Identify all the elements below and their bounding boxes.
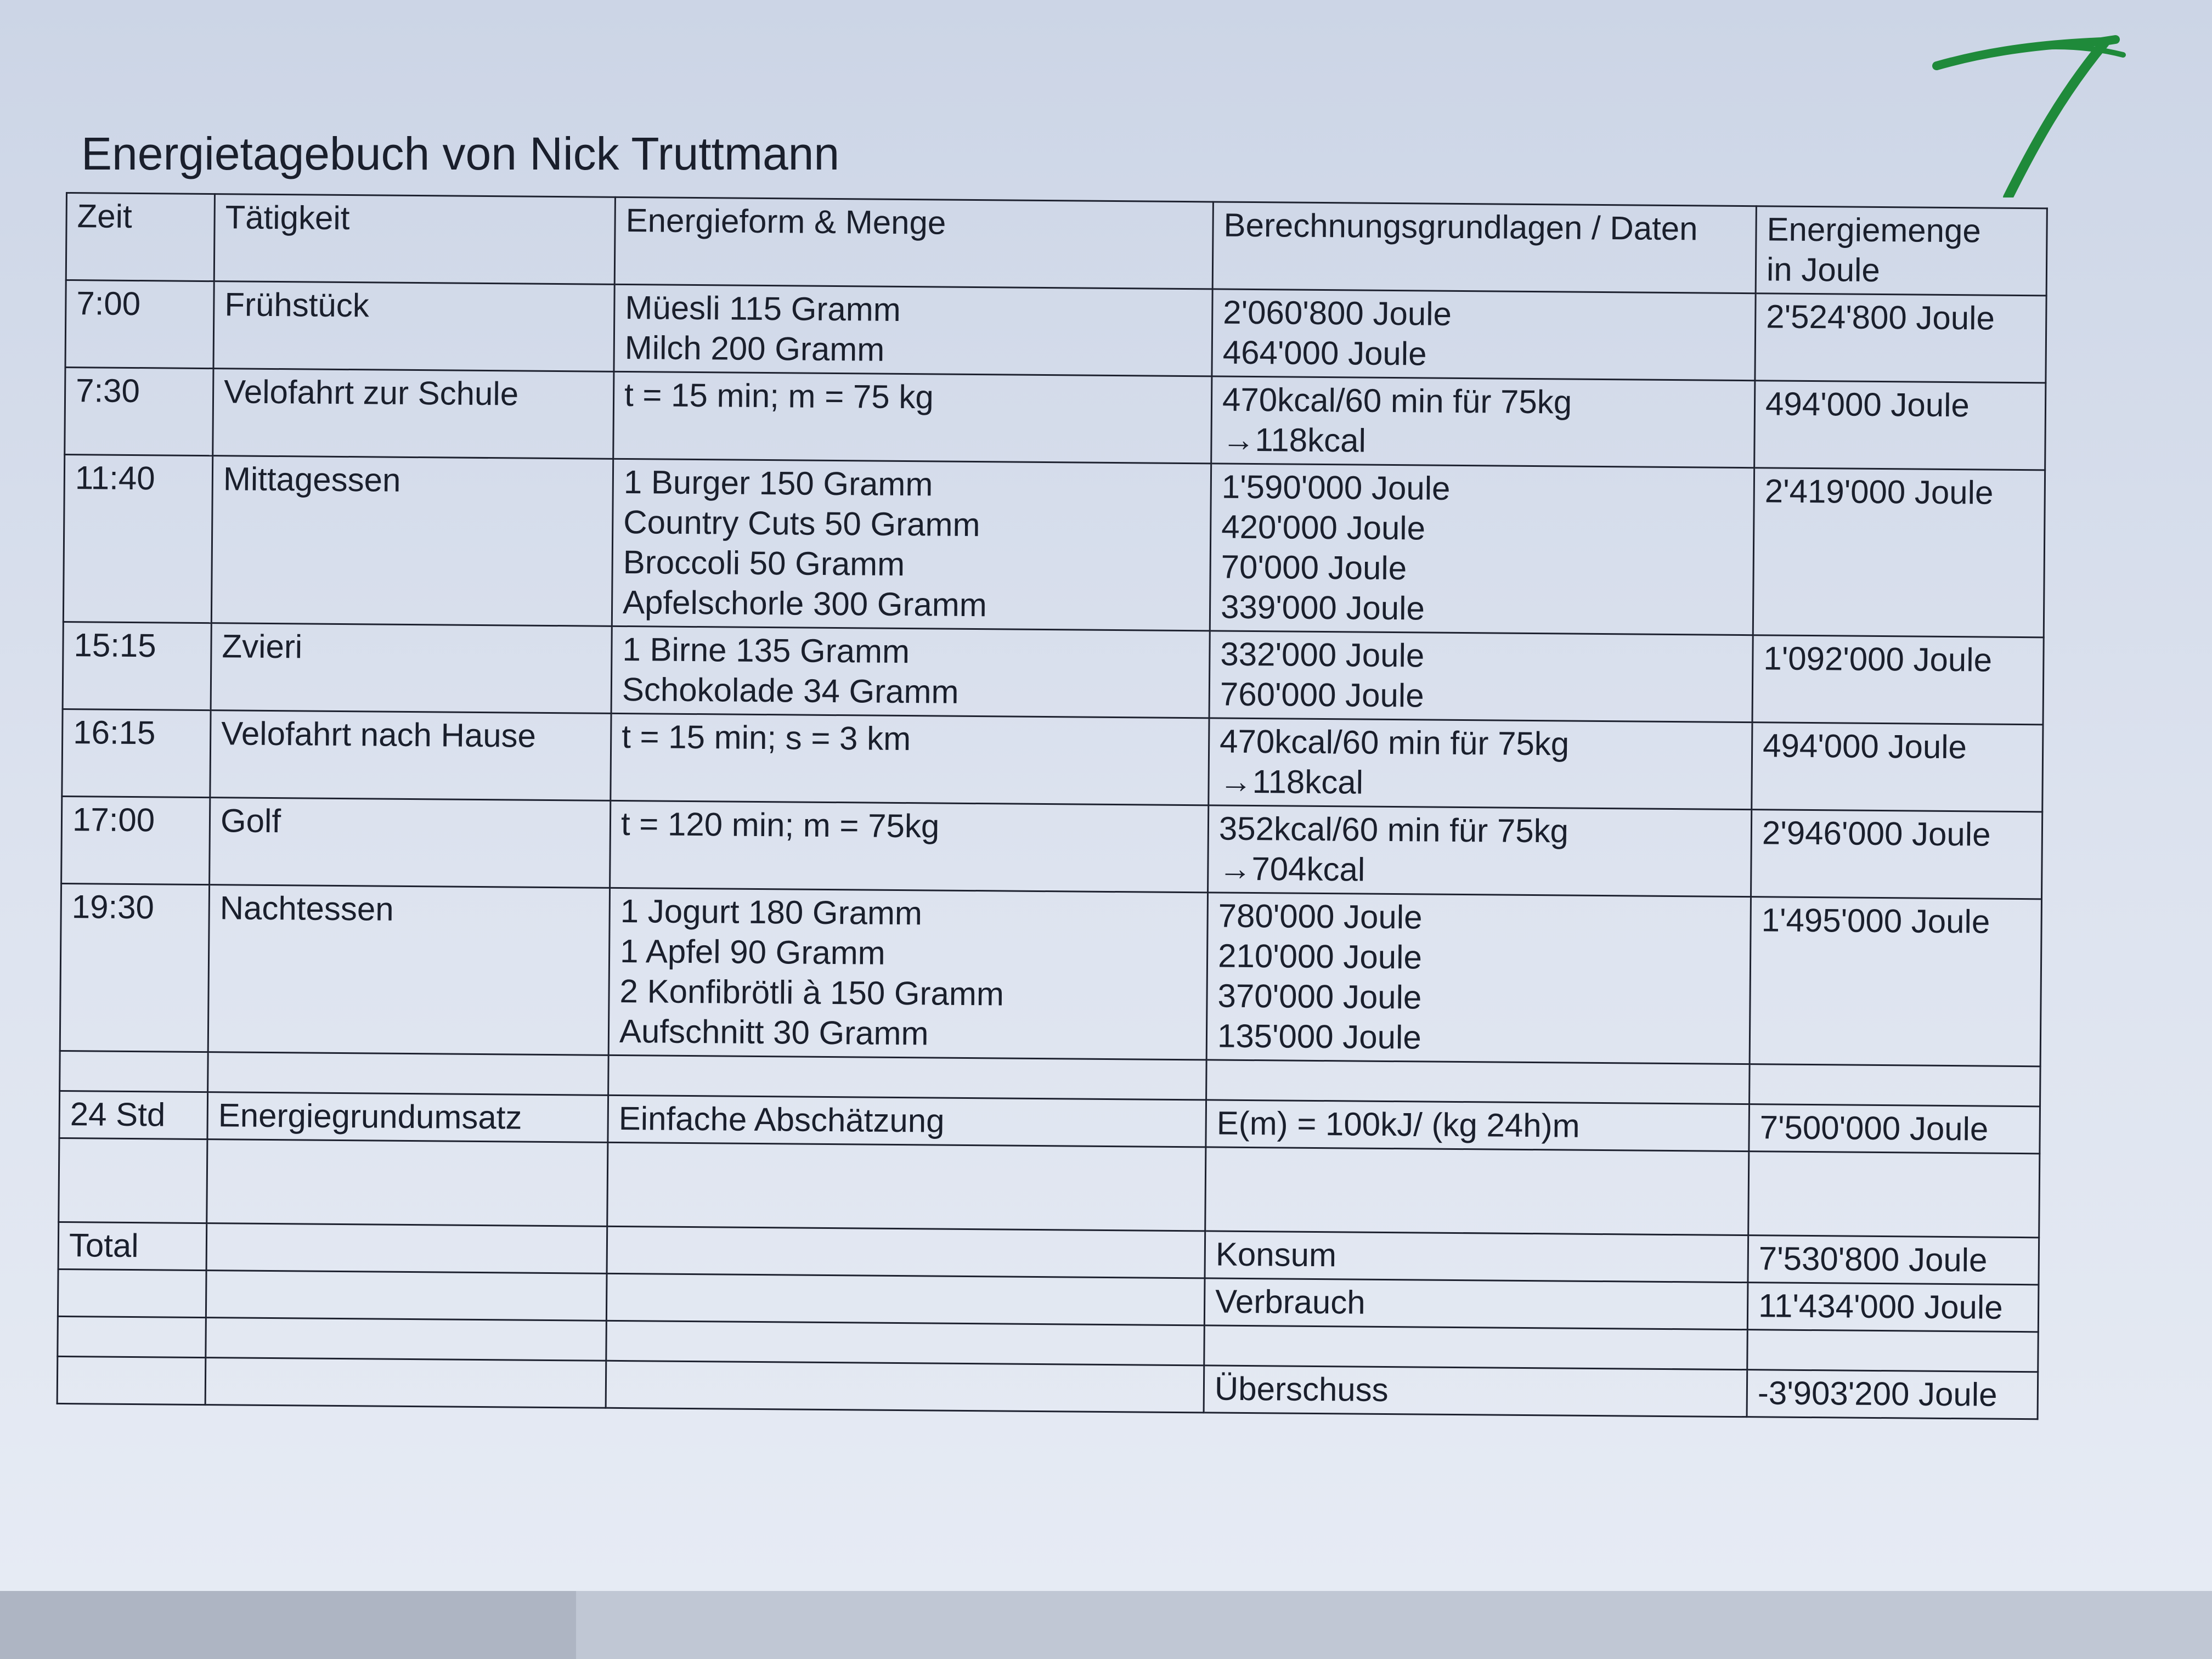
energy-diary-table (57, 192, 2048, 1420)
table-row (63, 622, 2044, 724)
row-items (611, 626, 1210, 718)
row-activity: Velofahrt nach Hause (210, 710, 611, 801)
row-basis (1211, 376, 1755, 468)
row-basis (1206, 893, 1751, 1064)
row-amount: 1'092'000 Joule (1752, 635, 2044, 725)
usage-label: Verbrauch (1204, 1278, 1748, 1330)
base-rate-amount: 7'500'000 Joule (1749, 1104, 2040, 1154)
item: 1 Birne 135 Gramm (622, 630, 910, 670)
row-amount: 2'524'800 Joule (1755, 294, 2046, 383)
basis-line: 464'000 Joule (1222, 334, 1427, 373)
usage-value: 11'434'000 Joule (1747, 1283, 2039, 1332)
background-surface (576, 1591, 2212, 1659)
header-amount-line2: in Joule (1766, 251, 1881, 289)
basis-line: 2'060'800 Joule (1223, 294, 1452, 332)
item: Milch 200 Gramm (624, 329, 885, 368)
row-basis (1212, 289, 1756, 381)
row-items (608, 888, 1207, 1060)
row-time: 16:15 (62, 709, 211, 797)
table-header-row (66, 193, 2047, 296)
total-label: Total (58, 1222, 207, 1270)
row-activity: Mittagessen (211, 456, 613, 627)
row-time: 7:30 (65, 368, 213, 456)
table-row (65, 368, 2046, 470)
row-items (611, 713, 1209, 805)
row-items (612, 459, 1211, 631)
row-activity: Frühstück (213, 281, 614, 372)
basis-line: 470kcal/60 min für 75kg (1219, 723, 1570, 763)
row-activity: Nachtessen (208, 885, 610, 1056)
table-row (65, 280, 2046, 383)
basis-line: 1'590'000 Joule (1221, 468, 1451, 507)
table-row (63, 454, 2045, 637)
row-basis (1209, 631, 1753, 723)
basis-line: 420'000 Joule (1221, 508, 1426, 547)
table-row-empty (59, 1138, 2040, 1237)
row-time: 17:00 (61, 796, 210, 884)
header-time: Zeit (66, 193, 215, 281)
basis-line: 470kcal/60 min für 75kg (1222, 381, 1572, 421)
surplus-value: -3'903'200 Joule (1747, 1370, 2038, 1419)
row-amount: 1'495'000 Joule (1750, 897, 2041, 1066)
row-activity: Golf (210, 798, 611, 888)
basis-line: 370'000 Joule (1217, 977, 1422, 1016)
base-rate-time: 24 Std (59, 1091, 208, 1139)
item: t = 120 min; m = 75kg (620, 805, 940, 845)
item: 2 Konfibrötli à 150 Gramm (619, 972, 1005, 1013)
basis-line: 760'000 Joule (1220, 675, 1424, 714)
surplus-label: Überschuss (1204, 1365, 1747, 1417)
row-basis (1208, 805, 1752, 897)
item: t = 15 min; s = 3 km (621, 718, 911, 758)
basis-line: 339'000 Joule (1220, 588, 1425, 627)
basis-line: 780'000 Joule (1218, 897, 1423, 936)
row-amount: 494'000 Joule (1752, 723, 2043, 812)
row-basis (1210, 464, 1754, 635)
base-rate-activity: Energiegrundumsatz (207, 1092, 608, 1143)
table-row (61, 796, 2042, 899)
row-items (613, 371, 1212, 464)
header-amount (1756, 206, 2047, 296)
header-form: Energieform & Menge (614, 197, 1213, 289)
basis-line: 332'000 Joule (1220, 635, 1425, 674)
basis-line: →704kcal (1218, 850, 1365, 888)
basis-line: 70'000 Joule (1221, 548, 1407, 587)
item: Müesli 115 Gramm (625, 289, 901, 328)
row-items (610, 800, 1209, 893)
basis-line: 352kcal/60 min für 75kg (1218, 810, 1569, 850)
base-rate-basis: E(m) = 100kJ/ (kg 24h)m (1206, 1100, 1750, 1152)
item: Broccoli 50 Gramm (623, 543, 905, 583)
header-amount-line1: Energiemenge (1767, 211, 1982, 250)
row-time: 15:15 (63, 622, 211, 710)
row-basis (1209, 718, 1752, 810)
basis-line: →118kcal (1219, 763, 1364, 801)
row-time: 19:30 (60, 883, 209, 1052)
item: Apfelschorle 300 Gramm (622, 583, 988, 624)
consumption-label: Konsum (1205, 1231, 1748, 1283)
row-time: 7:00 (65, 280, 214, 369)
basis-line: →118kcal (1222, 421, 1367, 459)
item: 1 Burger 150 Gramm (623, 464, 933, 503)
header-activity: Tätigkeit (214, 194, 615, 285)
base-rate-form: Einfache Abschätzung (608, 1095, 1206, 1147)
basis-line: 210'000 Joule (1217, 937, 1423, 976)
row-amount: 2'419'000 Joule (1753, 468, 2045, 637)
basis-line: 135'000 Joule (1217, 1017, 1422, 1056)
table-row (60, 883, 2041, 1066)
row-time: 11:40 (63, 454, 212, 623)
item: Aufschnitt 30 Gramm (619, 1012, 929, 1052)
row-items (614, 284, 1212, 376)
consumption-value: 7'530'800 Joule (1748, 1235, 2039, 1285)
item: 1 Jogurt 180 Gramm (620, 892, 923, 932)
table-row (62, 709, 2043, 811)
item: 1 Apfel 90 Gramm (619, 932, 885, 972)
grade-mark (1926, 33, 2134, 198)
document-title: Energietagebuch von Nick Truttmann (81, 128, 840, 179)
row-amount: 2'946'000 Joule (1751, 810, 2042, 899)
item: Schokolade 34 Gramm (622, 670, 959, 710)
item: Country Cuts 50 Gramm (623, 504, 980, 544)
row-activity: Velofahrt zur Schule (213, 369, 614, 459)
row-amount: 494'000 Joule (1754, 381, 2046, 470)
row-activity: Zvieri (211, 623, 612, 714)
header-basis: Berechnungsgrundlagen / Daten (1212, 202, 1756, 294)
item: t = 15 min; m = 75 kg (624, 376, 934, 416)
